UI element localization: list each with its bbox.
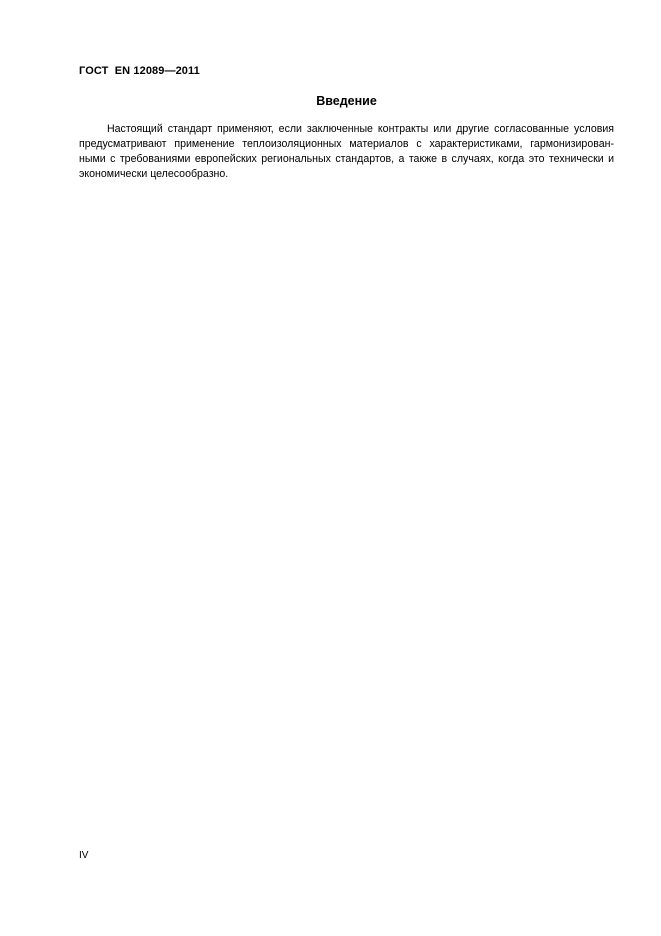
page-number: IV: [79, 850, 89, 861]
introduction-paragraph: [79, 122, 614, 182]
paragraph-line: экономически целесообразно.: [79, 168, 229, 180]
paragraph-line: Настоящий стандарт применяют, если заключенные контракты или другие согласованные условия: [107, 123, 614, 135]
paragraph-line: предусматривают применение теплоизоляционных материалов с характеристиками, гармонизирован-: [79, 138, 614, 150]
section-title: Введение: [316, 94, 377, 108]
paragraph-line: ными с требованиями европейских региональных стандартов, а также в случаях, когда это технически и: [79, 153, 614, 165]
standard-code-header: ГОСТ EN 12089—2011: [79, 65, 200, 77]
